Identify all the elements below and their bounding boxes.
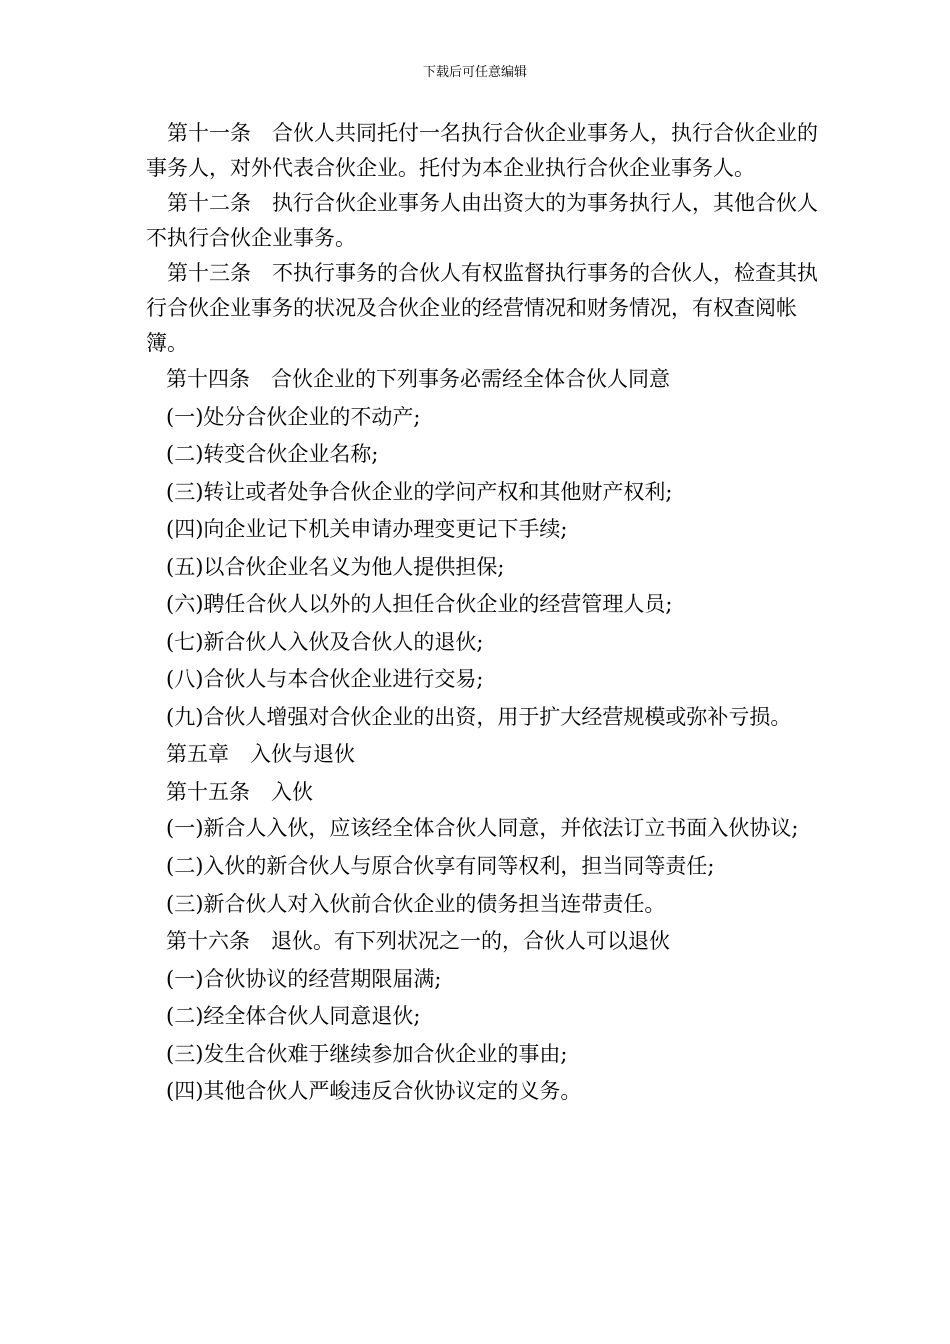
article-15-heading: 第十五条 入伙 [166, 779, 313, 804]
article-14-heading: 第十四条 合伙企业的下列事务必需经全体合伙人同意 [166, 367, 670, 391]
article-15-item-3: (三)新合伙人对入伙前合伙企业的债务担当连带责任。 [166, 891, 666, 916]
article-16-item-2: (二)经全体合伙人同意退伙; [166, 1004, 421, 1028]
article-14-item-6: (六)聘任合伙人以外的人担任合伙企业的经营管理人员; [166, 592, 673, 616]
article-14-item-5: (五)以合伙企业名义为他人提供担保; [166, 554, 505, 579]
article-16-item-3: (三)发生合伙难于继续参加合伙企业的事由; [166, 1041, 568, 1066]
article-13: 第十三条 不执行事务的合伙人有权监督执行事务的合伙人，检查其执行合伙企业事务的状况及合伙企业的经营情况和财务情况，有权查阅帐簿。 [146, 261, 818, 355]
article-14-item-3: (三)转让或者处争合伙企业的学问产权和其他财产权利; [166, 479, 673, 504]
article-12: 第十二条 执行合伙企业事务人由出资大的为事务执行人，其他合伙人不执行合伙企业事务。 [146, 191, 818, 250]
page-header: 下载后可任意编辑 [422, 65, 527, 80]
article-16-heading: 第十六条 退伙。有下列状况之一的，合伙人可以退伙 [166, 929, 670, 953]
article-16-item-4: (四)其他合伙人严峻违反合伙协议定的义务。 [166, 1079, 582, 1103]
chapter-5-heading: 第五章 入伙与退伙 [166, 742, 355, 766]
article-14-item-7: (七)新合伙人入伙及合伙人的退伙; [166, 629, 484, 654]
article-14-item-8: (八)合伙人与本合伙企业进行交易; [166, 667, 484, 691]
article-14-item-4: (四)向企业记下机关申请办理变更记下手续; [166, 517, 568, 541]
document-body [146, 116, 826, 1111]
article-14-item-9: (九)合伙人增强对合伙企业的出资，用于扩大经营规模或弥补亏损。 [166, 704, 792, 729]
article-14-item-1: (一)处分合伙企业的不动产; [166, 404, 421, 429]
article-14-item-2: (二)转变合伙企业名称; [166, 442, 379, 466]
article-15-item-1: (一)新合人入伙，应该经全体合伙人同意，并依法订立书面入伙协议; [166, 816, 799, 840]
article-15-item-2: (二)入伙的新合伙人与原合伙享有同等权利，担当同等责任; [166, 854, 715, 878]
article-16-item-1: (一)合伙协议的经营期限届满; [166, 966, 442, 991]
article-11: 第十一条 合伙人共同托付一名执行合伙企业事务人，执行合伙企业的事务人，对外代表合伙企业。托付为本企业执行合伙企业事务人。 [146, 121, 818, 180]
